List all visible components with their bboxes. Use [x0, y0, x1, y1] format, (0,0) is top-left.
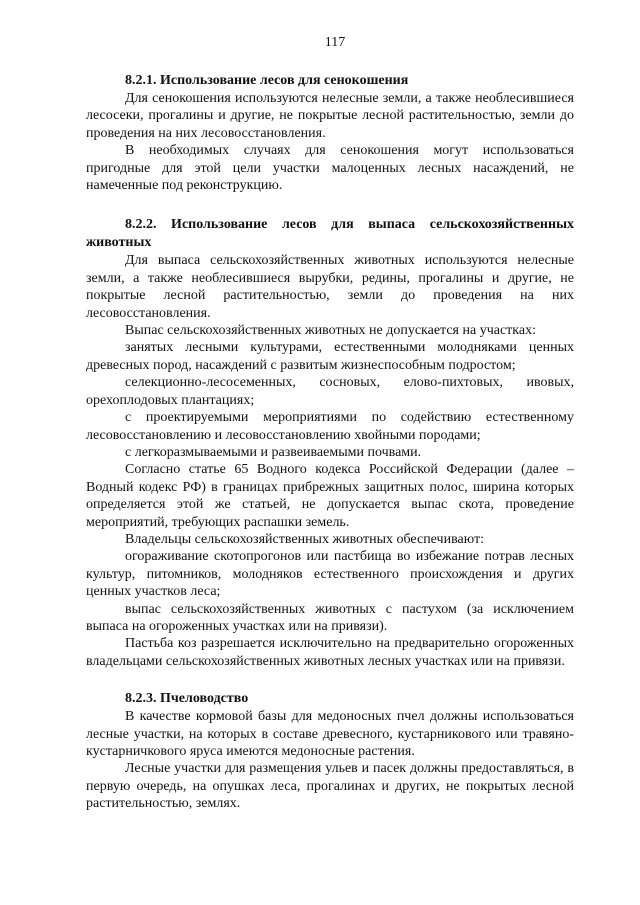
section-heading: 8.2.2. Использование лесов для выпаса сельскохозяйственных животных	[86, 217, 574, 251]
list-item: с проектируемыми мероприятиями по содействию естественному лесовосстановлению и лесовосстановлению хвойными породами;	[86, 410, 574, 443]
paragraph: Для выпаса сельскохозяйственных животных используются нелесные земли, а также необлесившиеся вырубки, редины, прогалины и другие, не покрытые лесной растительностью, земли до проведения на них лесовосстановления.	[86, 253, 574, 321]
list-item: селекционно-лесосеменных, сосновых, елово-пихтовых, ивовых, орехоплодовых плантациях;	[86, 375, 574, 408]
paragraph: В необходимых случаях для сенокошения могут использоваться пригодные для этой цели участки малоценных лесных насаждений, не намеченные под реконструкцию.	[86, 143, 574, 194]
section-heading: 8.2.3. Пчеловодство	[125, 691, 249, 707]
section-8-2-2	[86, 216, 574, 670]
paragraph: Согласно статье 65 Водного кодекса Российской Федерации (далее – Водный кодекс РФ) в границах прибрежных защитных полос, ширина которых определяется этой же статьей, не допускается выпас скота, проведение мероприятий, требующих распашки земель.	[86, 462, 574, 530]
page-number: 117	[324, 35, 346, 50]
paragraph: Для сенокошения используются нелесные земли, а также необлесившиеся лесосеки, прогалины и другие, не покрытые лесной растительностью, земли до проведения на них лесовосстановления.	[86, 91, 574, 141]
paragraph: Лесные участки для размещения ульев и пасек должны предоставляться, в первую очередь, на опушках леса, прогалинах и других, не покрытых лесной растительностью, землях.	[86, 761, 574, 812]
paragraph: Выпас сельскохозяйственных животных не допускается на участках:	[125, 323, 536, 339]
list-item: с легкоразмываемыми и развеиваемыми почвами.	[125, 444, 422, 460]
section-heading: 8.2.1. Использование лесов для сенокошения	[125, 73, 409, 88]
section-8-2-1	[86, 72, 574, 194]
list-item: занятых лесными культурами, естественными молодняками ценных древесных пород, насаждений с развитым жизнеспособным подростом;	[86, 340, 574, 373]
section-8-2-3	[86, 690, 574, 812]
paragraph: Владельцы сельскохозяйственных животных обеспечивают:	[125, 531, 485, 547]
list-item: огораживание скотопрогонов или пастбища во избежание потрав лесных культур, питомников, молодняков естественного происхождения и других ценных участков леса;	[86, 549, 574, 600]
list-item: выпас сельскохозяйственных животных с пастухом (за исключением выпаса на огороженных участках или на привязи).	[86, 601, 574, 634]
paragraph: Пастьба коз разрешается исключительно на предварительно огороженных владельцами сельскохозяйственных животных лесных участках или на привязи.	[86, 636, 574, 669]
paragraph: В качестве кормовой базы для медоносных пчел должны использоваться лесные участки, на которых в составе древесного, кустарникового или травяно-кустарничкового яруса имеются медоносные растения.	[86, 709, 574, 759]
